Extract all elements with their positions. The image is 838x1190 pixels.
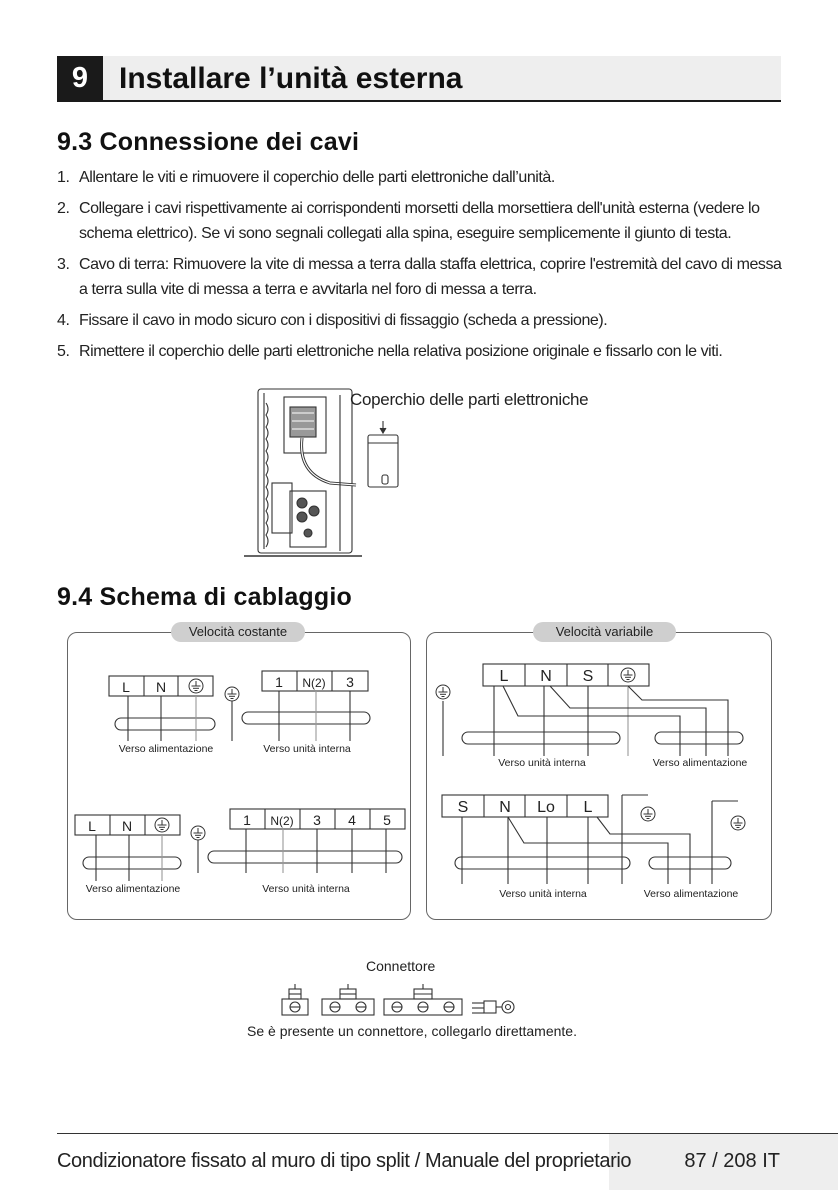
terminal-label: N: [121, 818, 133, 834]
terminal-label: S: [582, 668, 594, 685]
variable-speed-title: Velocità variabile: [533, 622, 676, 642]
terminal-label: N: [499, 799, 511, 816]
outdoor-unit-illustration: [240, 383, 600, 563]
terminal-label: N(2): [270, 814, 294, 828]
step-text: Allentare le viti e rimuovere il coperchio delle parti elettroniche dall’unità.: [79, 169, 555, 186]
chapter-number: 9: [57, 56, 103, 100]
step-number: 1.: [57, 169, 70, 186]
wire-destination-label: Verso alimentazione: [643, 888, 739, 900]
connector-label: Connettore: [366, 958, 436, 974]
variable-speed-panel: [426, 632, 772, 920]
connector-icons: [282, 984, 514, 1015]
step-number: 3.: [57, 256, 70, 273]
chapter-title: Installare l’unità esterna: [119, 62, 463, 95]
wire-destination-label: Verso alimentazione: [118, 743, 214, 755]
terminal-label: 1: [243, 812, 251, 828]
step-item: [57, 252, 787, 302]
terminal-label: S: [457, 799, 469, 816]
step-item: [57, 196, 787, 246]
constant-speed-panel: [67, 632, 411, 920]
wire-destination-label: Verso alimentazione: [652, 757, 748, 769]
wire-destination-label: Verso unità interna: [262, 883, 350, 895]
terminal-label: Lo: [537, 799, 555, 816]
section-heading-wiring: 9.4 Schema di cablaggio: [57, 583, 352, 611]
figure-caption: Coperchio delle parti elettroniche: [350, 390, 589, 409]
step-text: Fissare il cavo in modo sicuro con i dispositivi di fissaggio (scheda a pressione).: [79, 312, 608, 329]
terminal-label: 3: [313, 812, 321, 828]
terminal-label: L: [583, 799, 593, 816]
terminal-label: 5: [383, 812, 391, 828]
constant-speed-title: Velocità costante: [171, 622, 305, 642]
terminal-label: N: [540, 668, 552, 685]
terminal-label: 1: [275, 674, 283, 690]
step-item: [57, 165, 787, 190]
page-number: 87 / 208 IT: [684, 1150, 780, 1172]
section-heading-cables: 9.3 Connessione dei cavi: [57, 128, 360, 156]
terminal-label: L: [88, 818, 96, 834]
terminal-label: N: [155, 679, 167, 695]
wire-destination-label: Verso alimentazione: [85, 883, 181, 895]
wire-destination-label: Verso unità interna: [499, 888, 587, 900]
terminal-label: N(2): [302, 676, 326, 690]
step-text: Rimettere il coperchio delle parti elettroniche nella relativa posizione originale e fissarlo con le viti.: [79, 343, 723, 360]
connector-note: Se è presente un connettore, collegarlo direttamente.: [247, 1023, 577, 1039]
footer-title: Condizionatore fissato al muro di tipo split / Manuale del proprietario: [57, 1150, 632, 1172]
wire-destination-label: Verso unità interna: [263, 743, 351, 755]
terminal-label: L: [499, 668, 509, 685]
step-item: [57, 339, 787, 364]
step-text: Collegare i cavi rispettivamente ai corrispondenti morsetti della morsettiera dell'unità esterna (vedere lo schema elettrico). Se vi sono segnali collegati alla spina, eseguire semplicemente il giunto di testa.: [79, 200, 760, 242]
step-number: 2.: [57, 200, 70, 217]
chapter-header: [57, 56, 781, 102]
step-number: 5.: [57, 343, 70, 360]
step-item: [57, 308, 787, 333]
wire-destination-label: Verso unità interna: [498, 757, 586, 769]
steps-list: [57, 165, 787, 370]
step-text: Cavo di terra: Rimuovere la vite di messa a terra dalla staffa elettrica, coprire l'estremità del cavo di messa a terra sulla vite di messa a terra e avvitarla nel foro di messa a terra.: [79, 256, 782, 298]
terminal-label: L: [122, 679, 130, 695]
step-number: 4.: [57, 312, 70, 329]
terminal-label: 3: [346, 674, 354, 690]
terminal-label: 4: [348, 812, 356, 828]
